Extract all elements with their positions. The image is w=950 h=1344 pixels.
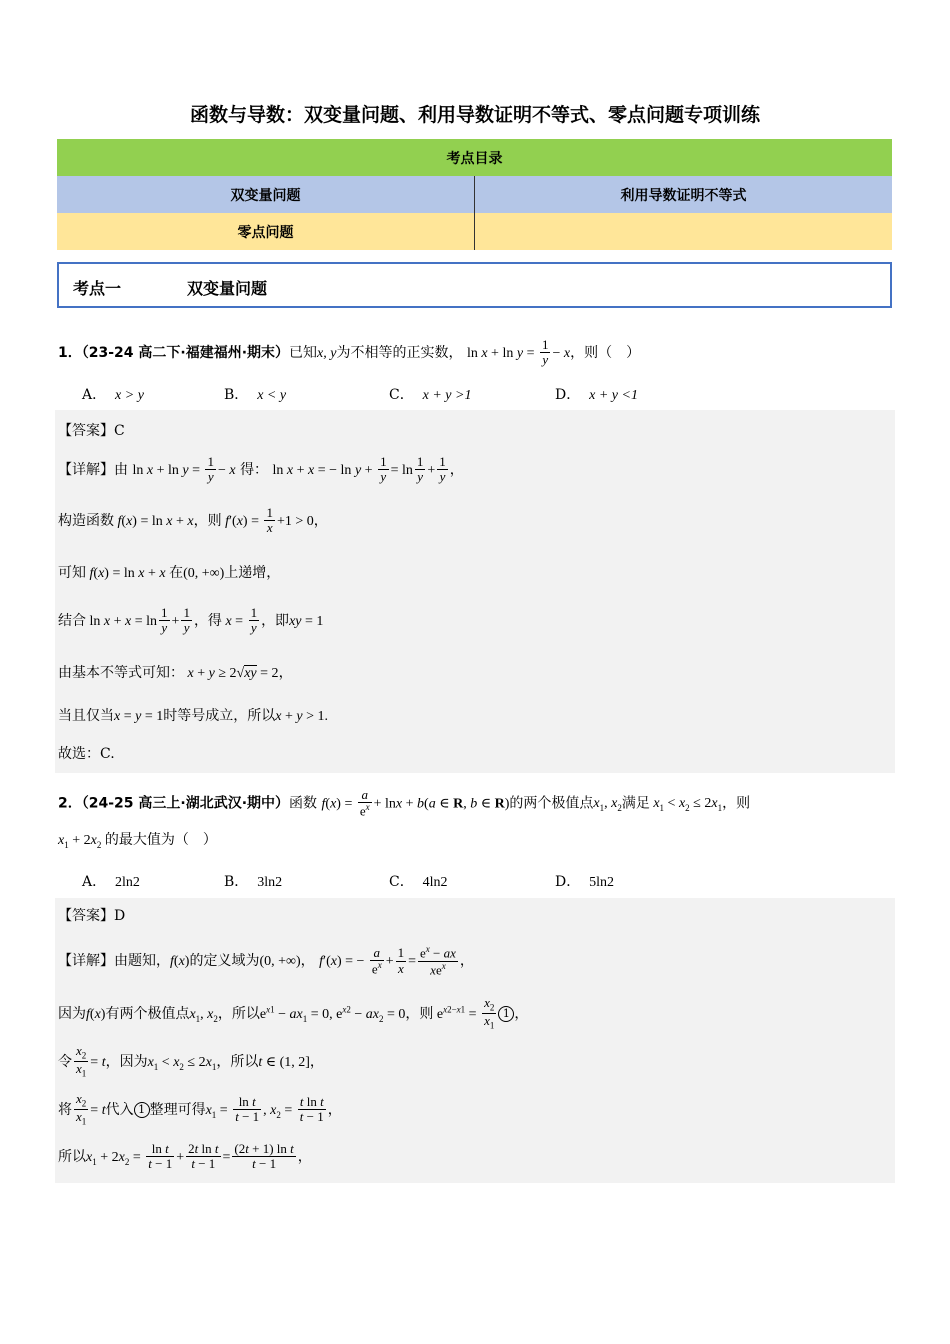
toc-header: 考点目录 xyxy=(446,150,503,167)
q2-option-c[interactable]: C． 4ln2 xyxy=(389,874,448,890)
q2-source: （24-25 高三上·湖北武汉·期中） xyxy=(81,795,290,812)
q2-option-a[interactable]: A． 2ln2 xyxy=(82,874,140,890)
q1-detail-step6: 当且仅当x = y = 1时等号成立，所以x + y > 1. xyxy=(58,708,328,724)
q2-answer: 【答案】D xyxy=(58,908,126,924)
q1-answer: 【答案】C xyxy=(58,423,125,439)
toc-item-2[interactable]: 利用导数证明不等式 xyxy=(475,176,893,213)
q2-solution-panel xyxy=(55,898,895,1183)
q2-detail-step4: 将 $\frac{x_2}{x_1}$ = t代入 1 整理可得$x_1$ = $\frac{\text{ln t}}{t - 1}$ , $x_2$ = $\frac{\text{t ln t}}{t - 1}$ ， xyxy=(58,1091,342,1128)
page-title: 函数与导数：双变量问题、利用导数证明不等式、零点问题专项训练 xyxy=(189,104,760,126)
q2-detail-step5: 所以$x_1 + 2x_2$ = $\frac{\text{ln t}}{t - 1}$ + $\frac{\text{2t ln t}}{t - 1}$ = $\frac{\text{(2t + 1) ln t}}{t - 1}$ ， xyxy=(58,1141,312,1172)
q1-stem: 1．（23-24 高二下·福建福州·期末）已知x, y为不相等的正实数， ln x + ln y = $\frac{1}{y}$ − x，则（ ） xyxy=(58,337,641,368)
q2-detail-step3: 令 $\frac{x_2}{x_1}$ = t，因为$x_1 < x_2 \le 2x_1$，所以t ∈ (1, 2]， xyxy=(58,1043,324,1080)
q1-detail-step5: 由基本不等式可知： x + y ≥ 2√xy = 2， xyxy=(58,665,293,681)
toc-empty-cell xyxy=(475,213,893,250)
q1-detail-step1: 【详解】由 ln x + ln y = $\frac{1}{y}$ − x 得： ln x + x = − ln y + $\frac{1}{y}$ = ln $\frac{1}{y}$ + $\frac{1}{y}$ ， xyxy=(58,454,464,485)
q1-detail-step7: 故选：C. xyxy=(58,746,115,762)
section-number: 考点一 xyxy=(73,279,122,298)
q1-source: （23-24 高二下·福建福州·期末） xyxy=(81,344,290,361)
toc-item-1[interactable]: 双变量问题 xyxy=(57,176,475,213)
q1-detail-step3: 可知 f(x) = ln x + x 在(0, +∞)上递增， xyxy=(58,565,281,581)
q1-option-d[interactable]: D． x + y <1 xyxy=(555,387,638,403)
q1-detail-step2: 构造函数 f(x) = ln x + x，则 f′(x) = $\frac{1}{x}$ +1 > 0， xyxy=(58,505,328,536)
toc-table xyxy=(57,139,892,250)
q1-option-a[interactable]: A． x > y xyxy=(82,387,144,403)
q1-option-c[interactable]: C． x + y >1 xyxy=(389,387,472,403)
q2-detail-step2: 因为f(x)有两个极值点$x_1$, $x_2$，所以$e^{x1} - ax_1 = 0$, $e^{x2} - ax_2 = 0$，则 $e^{x2-x1}$ = $\frac{x_2}{x_1}$ 1 ， xyxy=(58,995,529,1032)
toc-item-3[interactable]: 零点问题 xyxy=(57,213,475,250)
q2-detail-step1: 【详解】由题知，f(x)的定义域为(0, +∞)， f′(x) = − $\frac{a}{e^x}$ + $\frac{1}{x}$ = $\frac{e^x - ax}{xe^x}$ ， xyxy=(58,944,474,977)
section-name: 双变量问题 xyxy=(187,279,268,298)
q2-stem-cont: $x_1 + 2x_2$ 的最大值为（ ） xyxy=(58,832,217,850)
q2-stem: 2．（24-25 高三上·湖北武汉·期中）函数 f(x) = $\frac{a}{e^x}$ + lnx + b(a ∈ R, b ∈ R)的两个极值点$x_1$, $x_2$满足 $x_1 < x_2 \le 2x_1$，则 xyxy=(58,787,751,819)
q2-option-b[interactable]: B． 3ln2 xyxy=(224,874,283,890)
section-heading xyxy=(57,262,892,308)
q1-detail-step4: 结合 ln x + x = ln $\frac{1}{y}$ + $\frac{1}{y}$ ，得 x = $\frac{1}{y}$ ，即xy = 1 xyxy=(58,605,324,636)
q2-option-d[interactable]: D． 5ln2 xyxy=(555,874,615,890)
q1-option-b[interactable]: B． x < y xyxy=(224,387,287,403)
